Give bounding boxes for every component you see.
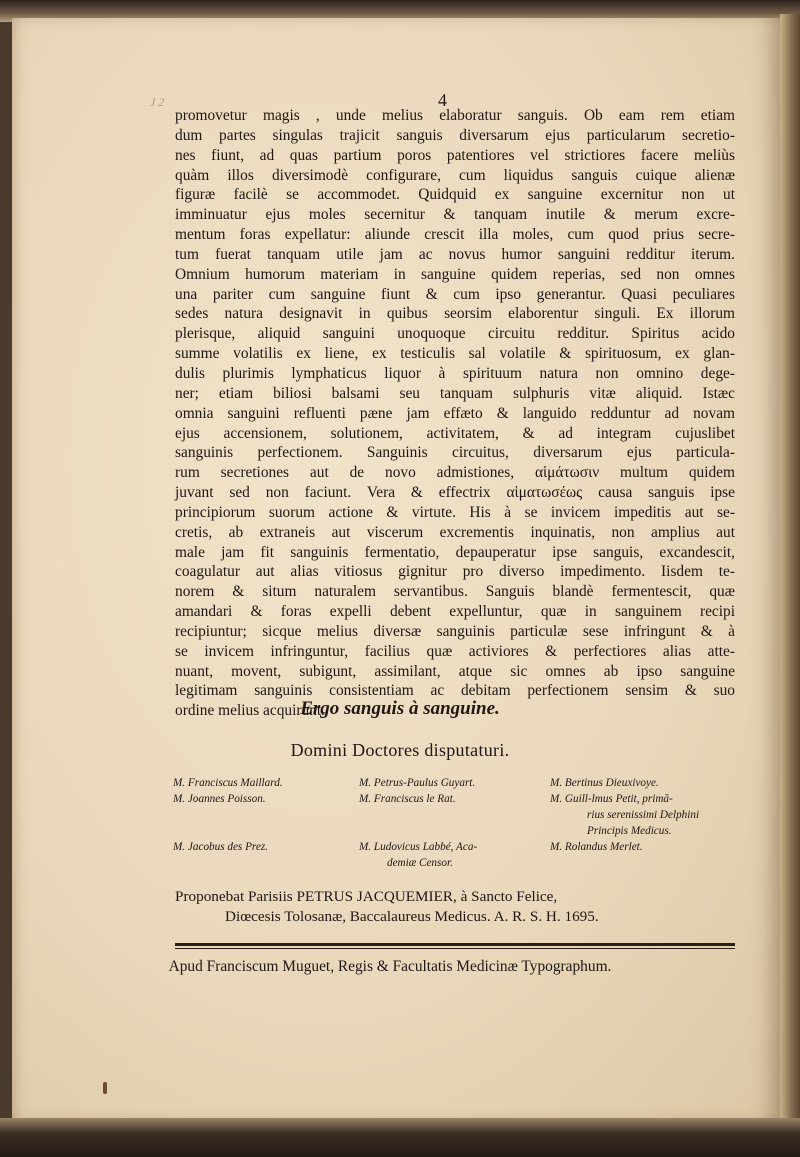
body-line: dum partes singulas trajicit sanguis diversarum ejus particularum secretio- <box>175 126 735 144</box>
body-line: sanguinis perfectionem. Sanguinis circuitus, diversarum ejus particula- <box>175 444 735 462</box>
defense-line: Diœcesis Tolosanæ, Baccalaureus Medicus. A. R. S. H. 1695. <box>225 908 599 925</box>
doctors-list <box>173 776 733 871</box>
defense-statement <box>175 887 735 927</box>
body-line: quàm illos diversimodè configurare, cum liquidus sanguis cuique alienæ <box>175 166 735 184</box>
body-line: promovetur magis , unde melius elaboratur sanguis. Ob eam rem etiam <box>175 107 735 124</box>
body-line: tum fuerat tanquam utile jam ac novus humor sanguini redditur iterum. <box>175 245 735 263</box>
doctor-name-continued: Principis Medicus. <box>587 825 672 837</box>
body-text <box>175 106 735 721</box>
book-bottom-edge <box>0 1118 800 1157</box>
body-line: juvant sed non faciunt. Vera & effectrix αἱματωσέως causa sanguis ipse <box>175 484 735 502</box>
ink-spot <box>103 1082 107 1094</box>
doctor-name: M. Rolandus Merlet. <box>550 841 643 853</box>
doctor-name: M. Bertinus Dieuxivoye. <box>550 777 659 789</box>
margin-mark: J 2 <box>150 95 165 109</box>
body-line: cretis, ab extraneis aut viscerum excrementis inquinatis, non amplius aut <box>175 523 735 541</box>
body-line: ner; etiam biliosi balsami seu tanquam sulphuris vitæ aliquid. Istæc <box>175 384 735 402</box>
body-line: Omnium humorum materiam in sanguine quidem reperias, sed non omnes <box>175 265 735 283</box>
doctor-name: M. Ludovicus Labbé, Aca- <box>359 841 478 853</box>
body-line: principiorum suorum actione & virtute. His à se invicem impeditis aut se- <box>175 503 735 521</box>
body-line: nuant, movent, subigunt, assimilant, atque sic omnes ab ipso sanguine <box>175 662 735 680</box>
doctor-name-continued: demiæ Censor. <box>387 857 453 869</box>
body-line: recipiuntur; sicque melius diversæ sanguinis particulæ sese infringunt & à <box>175 622 735 640</box>
doctors-heading: Domini Doctores disputaturi. <box>290 740 510 760</box>
body-line: omnia sanguini refluenti pæne jam effæto & languido redduntur ad novam <box>175 404 735 422</box>
doctor-name: M. Jacobus des Prez. <box>173 841 268 853</box>
body-line: se invicem infringuntur, facilius quæ activiores & perfectiores alias atte- <box>175 642 735 660</box>
book-gutter <box>780 14 800 1118</box>
body-line: sedes natura designavit in quibus seorsim elaborentur singuli. Ex illorum <box>175 305 735 323</box>
body-line: figuræ facilè se accommodet. Quidquid ex sanguine excernitur non ut <box>175 186 735 204</box>
doctor-name: M. Guill-lmus Petit, primā- <box>550 793 673 805</box>
defense-line: Proponebat Parisiis PETRUS JACQUEMIER, à Sancto Felice, <box>175 888 558 905</box>
divider-rule-thin <box>175 948 735 949</box>
body-line: imminuatur ejus moles secernitur & tanquam inutile & merum excre- <box>175 206 735 224</box>
doctor-name: M. Franciscus Maillard. <box>173 777 283 789</box>
body-line: amandari & foras expelli debent expelluntur, quæ in sanguinem recipi <box>175 603 735 621</box>
body-line: mentum foras expellatur: aliunde crescit illa moles, cum quod prius secre- <box>175 226 735 244</box>
doctor-name: M. Joannes Poisson. <box>173 793 266 805</box>
imprint: Apud Franciscum Muguet, Regis & Facultatis Medicinæ Typographum. <box>168 958 612 975</box>
body-line: male jam fit sanguinis fermentatio, depauperatur ipse sanguis, excandescit, <box>175 543 735 561</box>
body-line: nes fiunt, ad quas partium poros patentiores vel strictiores facere meliùs <box>175 146 735 164</box>
body-line: ejus accensionem, solutionem, activitatem, & ad integram cujuslibet <box>175 424 735 442</box>
body-line: legitimam sanguinis consistentiam ac debitam perfectionem sensim & suo <box>175 682 735 700</box>
body-line: coagulatur aut alias vitiosus gignitur pro diverso impedimento. Iisdem te- <box>175 563 735 581</box>
conclusion: Ergo sanguis à sanguine. <box>300 698 500 719</box>
body-line: summe volatilis ex liene, ex testiculis sal volatile & spirituosum, ex glan- <box>175 345 735 363</box>
body-line: dulis plurimis lymphaticus liquor à spirituum natura non omnino dege- <box>175 364 735 382</box>
doctor-name-continued: rius serenissimi Delphini <box>587 809 700 821</box>
body-line: rum secretiones aut de novo admistiones, αἱμάτωσιν multum quidem <box>175 464 735 482</box>
doctor-name: M. Petrus-Paulus Guyart. <box>359 777 476 789</box>
divider-rule <box>175 943 735 946</box>
body-line: ordine melius acquirunt. <box>175 702 326 720</box>
body-line: plerisque, aliquid sanguini unoquoque circuitu redditur. Spiritus acido <box>175 325 735 343</box>
doctor-name: M. Franciscus le Rat. <box>359 793 456 805</box>
page-number: 4 <box>438 90 447 110</box>
body-line: norem & situm naturalem servantibus. Sanguis blandè fermentescit, quæ <box>175 583 735 601</box>
body-line: una pariter cum sanguine fiunt & cum ipso generantur. Quasi peculiares <box>175 285 735 303</box>
